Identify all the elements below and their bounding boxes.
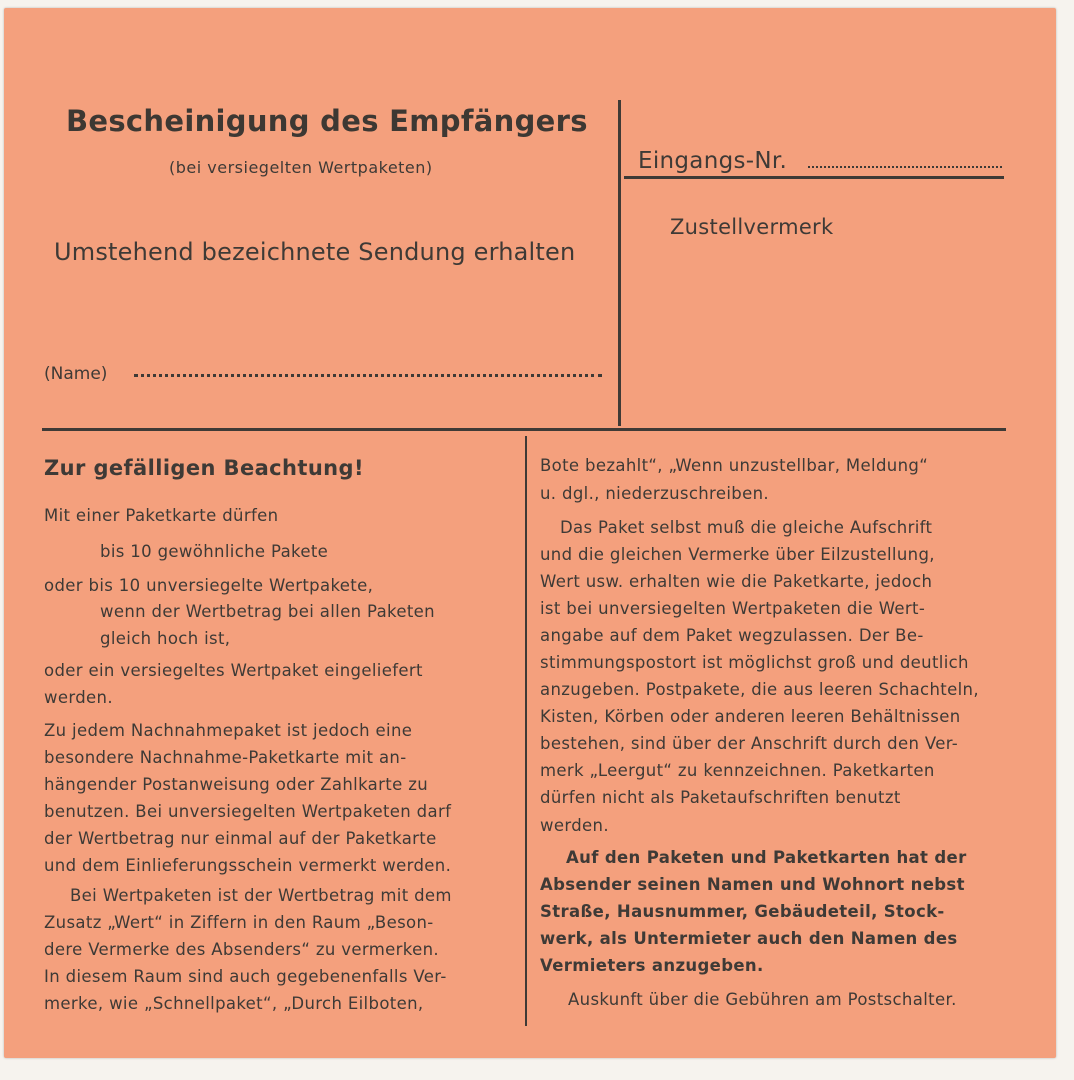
notice-line: anzugeben. Postpakete, die aus leeren Schachteln, bbox=[540, 680, 979, 699]
parcel-card-back bbox=[4, 8, 1056, 1058]
notice-line: In diesem Raum sind auch gegebenenfalls Ver- bbox=[44, 967, 447, 986]
name-label: (Name) bbox=[44, 364, 108, 384]
notice-line: Kisten, Körben oder anderen leeren Behältnissen bbox=[540, 707, 961, 726]
entry-number-rule bbox=[624, 176, 1004, 179]
notice-line: Straße, Hausnummer, Gebäudeteil, Stock- bbox=[540, 902, 945, 921]
notice-line: u. dgl., niederzuschreiben. bbox=[540, 484, 769, 503]
notice-line: und die gleichen Vermerke über Eilzustellung, bbox=[540, 545, 935, 564]
notice-line: oder ein versiegeltes Wertpaket eingeliefert bbox=[44, 661, 423, 680]
notice-line: wenn der Wertbetrag bei allen Paketen bbox=[100, 602, 435, 621]
middle-horizontal-rule bbox=[42, 428, 1006, 431]
notice-line: bis 10 gewöhnliche Pakete bbox=[100, 542, 329, 561]
notice-line: werk, als Untermieter auch den Namen des bbox=[540, 929, 958, 948]
notice-line: Mit einer Paketkarte dürfen bbox=[44, 506, 279, 525]
notice-line: dere Vermerke des Absenders“ zu vermerken. bbox=[44, 940, 439, 959]
notice-line: Absender seinen Namen und Wohnort nebst bbox=[540, 875, 965, 894]
notice-line: Bote bezahlt“, „Wenn unzustellbar, Meldung“ bbox=[540, 456, 929, 475]
notice-line: werden. bbox=[44, 688, 113, 707]
notice-heading: Zur gefälligen Beachtung! bbox=[44, 456, 364, 480]
notice-line: werden. bbox=[540, 816, 609, 835]
notice-line: stimmungspostort ist möglichst groß und deutlich bbox=[540, 653, 969, 672]
entry-number-label: Eingangs-Nr. bbox=[638, 148, 788, 174]
notice-line: merke, wie „Schnellpaket“, „Durch Eilboten, bbox=[44, 994, 424, 1013]
recipient-certificate-title: Bescheinigung des Empfängers bbox=[66, 104, 588, 138]
notice-line: benutzen. Bei unversiegelten Wertpaketen darf bbox=[44, 802, 452, 821]
top-vertical-divider bbox=[618, 100, 621, 426]
notice-line: und dem Einlieferungsschein vermerkt werden. bbox=[44, 856, 452, 875]
notice-line: Auskunft über die Gebühren am Postschalter. bbox=[568, 990, 957, 1009]
notice-line: der Wertbetrag nur einmal auf der Paketkarte bbox=[44, 829, 437, 848]
notice-line: Vermieters anzugeben. bbox=[540, 956, 764, 975]
notice-line: Auf den Paketen und Paketkarten hat der bbox=[566, 848, 967, 867]
notice-line: Das Paket selbst muß die gleiche Aufschrift bbox=[560, 518, 933, 537]
notice-line: angabe auf dem Paket wegzulassen. Der Be- bbox=[540, 626, 924, 645]
entry-number-dotted-line bbox=[808, 166, 1002, 168]
name-dotted-line bbox=[134, 374, 602, 377]
notice-line: ist bei unversiegelten Wertpaketen die Wert- bbox=[540, 599, 926, 618]
notice-line: merk „Leergut“ zu kennzeichnen. Paketkarten bbox=[540, 761, 935, 780]
notice-line: oder bis 10 unversiegelte Wertpakete, bbox=[44, 576, 374, 595]
delivery-note-label: Zustellvermerk bbox=[670, 215, 834, 239]
received-statement: Umstehend bezeichnete Sendung erhalten bbox=[54, 238, 576, 266]
notice-line: hängender Postanweisung oder Zahlkarte zu bbox=[44, 775, 429, 794]
notice-line: Bei Wertpaketen ist der Wertbetrag mit dem bbox=[70, 886, 452, 905]
bottom-vertical-divider bbox=[525, 436, 527, 1026]
notice-line: bestehen, sind über der Anschrift durch den Ver- bbox=[540, 734, 959, 753]
notice-line: Zu jedem Nachnahmepaket ist jedoch eine bbox=[44, 721, 413, 740]
notice-line: Wert usw. erhalten wie die Paketkarte, jedoch bbox=[540, 572, 933, 591]
notice-line: gleich hoch ist, bbox=[100, 629, 231, 648]
sealed-parcels-subtitle: (bei versiegelten Wertpaketen) bbox=[169, 158, 433, 177]
notice-line: Zusatz „Wert“ in Ziffern in den Raum „Beson- bbox=[44, 913, 434, 932]
notice-line: besondere Nachnahme-Paketkarte mit an- bbox=[44, 748, 407, 767]
notice-line: dürfen nicht als Paketaufschriften benutzt bbox=[540, 788, 901, 807]
